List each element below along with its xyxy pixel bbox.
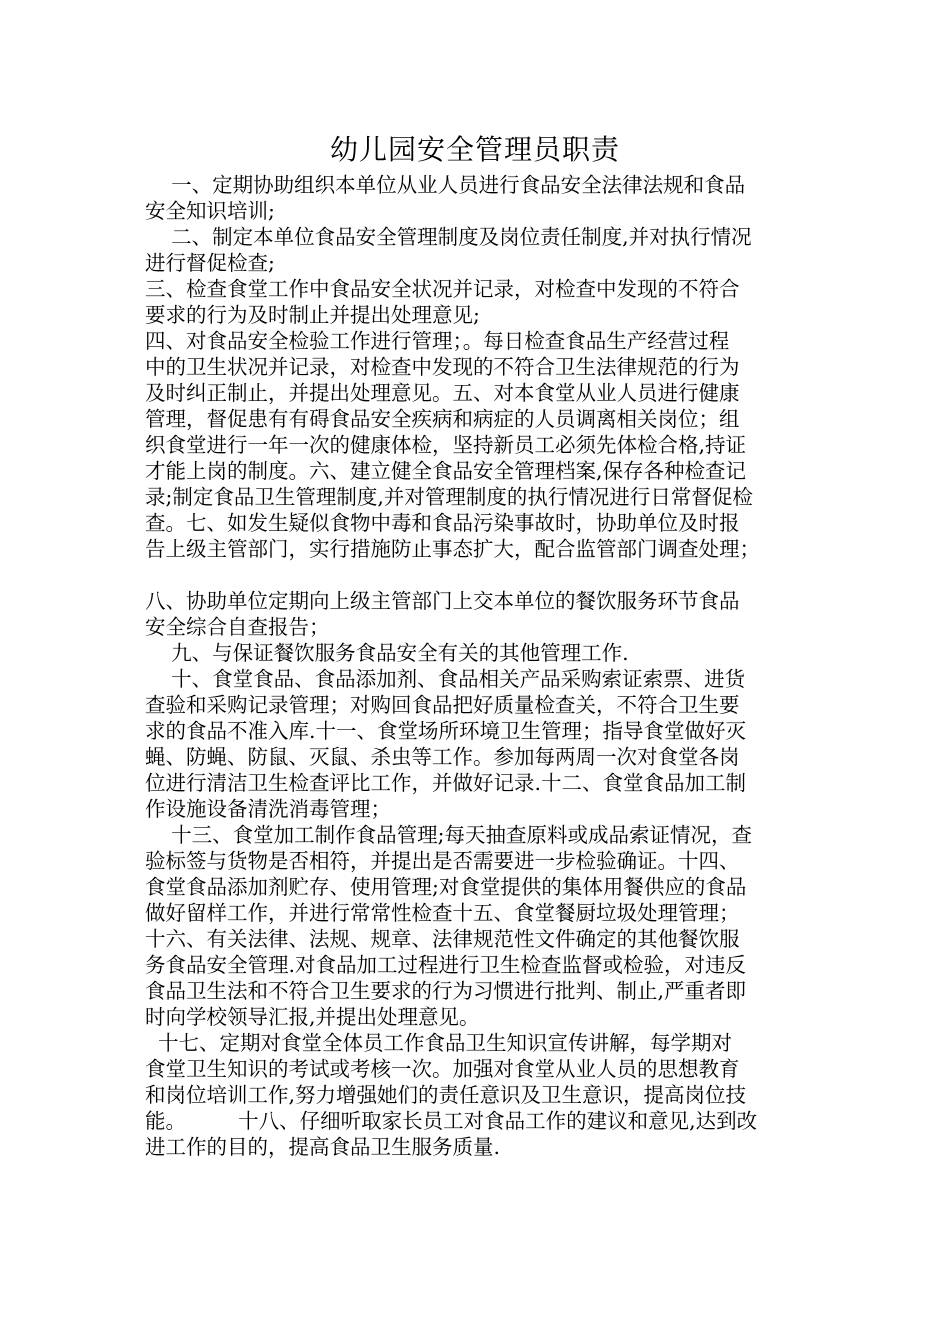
paragraph-line: 能。 十八、仔细听取家长员工对食品工作的建议和意见,达到改 [145, 1109, 758, 1133]
paragraph-line: 及时纠正制止，并提出处理意见。五、对本食堂从业人员进行健康 [145, 381, 740, 405]
paragraph-line: 八、协助单位定期向上级主管部门上交本单位的餐饮服务环节食品 [145, 589, 740, 613]
paragraph-line: 告上级主管部门，实行措施防止事态扩大，配合监管部门调查处理； [145, 537, 760, 561]
paragraph-line: 十七、定期对食堂全体员工作食品卫生知识宣传讲解，每学期对 [145, 1031, 733, 1055]
paragraph-line: 查验和采购记录管理；对购回食品把好质量检查关，不符合卫生要 [145, 693, 740, 717]
paragraph-line: 进行督促检查; [145, 251, 275, 275]
paragraph-line: 十、食堂食品、食品添加剂、食品相关产品采购索证索票、进货 [145, 667, 746, 691]
paragraph-line: 九、与保证餐饮服务食品安全有关的其他管理工作. [145, 641, 629, 665]
paragraph-line: 和岗位培训工作,努力增强她们的责任意识及卫生意识，提高岗位技 [145, 1083, 747, 1107]
paragraph-line: 做好留样工作，并进行常常性检查十五、食堂餐厨垃圾处理管理； [145, 901, 740, 925]
paragraph-line: 安全综合自查报告； [145, 615, 330, 639]
paragraph-line: 三、检查食堂工作中食品安全状况并记录，对检查中发现的不符合 [145, 277, 740, 301]
paragraph-line: 蝇、防蝇、防鼠、灭鼠、杀虫等工作。参加每两周一次对食堂各岗 [145, 745, 740, 769]
paragraph-line: 食堂卫生知识的考试或考核一次。加强对食堂从业人员的思想教育 [145, 1057, 740, 1081]
document-title: 幼儿园安全管理员职责 [329, 133, 620, 166]
document-body [145, 172, 805, 1160]
paragraph-line: 要求的行为及时制止并提出处理意见; [145, 303, 480, 327]
paragraph-line: 位进行清洁卫生检查评比工作，并做好记录.十二、食堂食品加工制 [145, 771, 747, 795]
paragraph-line: 十六、有关法律、法规、规章、法律规范性文件确定的其他餐饮服 [145, 927, 740, 951]
paragraph-line: 二、制定本单位食品安全管理制度及岗位责任制度,并对执行情况 [145, 225, 752, 249]
paragraph-line: 进工作的目的，提高食品卫生服务质量. [145, 1135, 501, 1159]
paragraph-line: 务食品安全管理.对食品加工过程进行卫生检查监督或检验，对违反 [145, 953, 747, 977]
paragraph-line: 验标签与货物是否相符，并提出是否需要进一步检验确证。十四、 [145, 849, 740, 873]
paragraph-line: 四、对食品安全检验工作进行管理；。每日检查食品生产经营过程 [145, 329, 730, 353]
paragraph-line: 织食堂进行一年一次的健康体检，坚持新员工必须先体检合格,持证 [145, 433, 747, 457]
paragraph-line: 录;制定食品卫生管理制度,并对管理制度的执行情况进行日常督促检 [145, 485, 753, 509]
paragraph-line: 食堂食品添加剂贮存、使用管理;对食堂提供的集体用餐供应的食品 [145, 875, 747, 899]
paragraph-line: 时向学校领导汇报,并提出处理意见。 [145, 1005, 480, 1029]
blank-line [145, 562, 805, 588]
paragraph-line: 作设施设备清洗消毒管理； [145, 797, 391, 821]
paragraph-line: 食品卫生法和不符合卫生要求的行为习惯进行批判、制止,严重者即 [145, 979, 747, 1003]
paragraph-line: 一、定期协助组织本单位从业人员进行食品安全法律法规和食品 [145, 173, 746, 197]
paragraph-line: 才能上岗的制度。六、建立健全食品安全管理档案,保存各种检查记 [145, 459, 747, 483]
paragraph-line: 安全知识培训; [145, 199, 275, 223]
paragraph-line: 管理，督促患有有碍食品安全疾病和病症的人员调离相关岗位；组 [145, 407, 740, 431]
paragraph-line: 求的食品不准入库.十一、食堂场所环境卫生管理；指导食堂做好灭 [145, 719, 747, 743]
paragraph-line: 十三、食堂加工制作食品管理;每天抽查原料或成品索证情况，查 [145, 823, 752, 847]
paragraph-line: 中的卫生状况并记录，对检查中发现的不符合卫生法律规范的行为 [145, 355, 740, 379]
paragraph-line: 查。七、如发生疑似食物中毒和食品污染事故时，协助单位及时报 [145, 511, 740, 535]
